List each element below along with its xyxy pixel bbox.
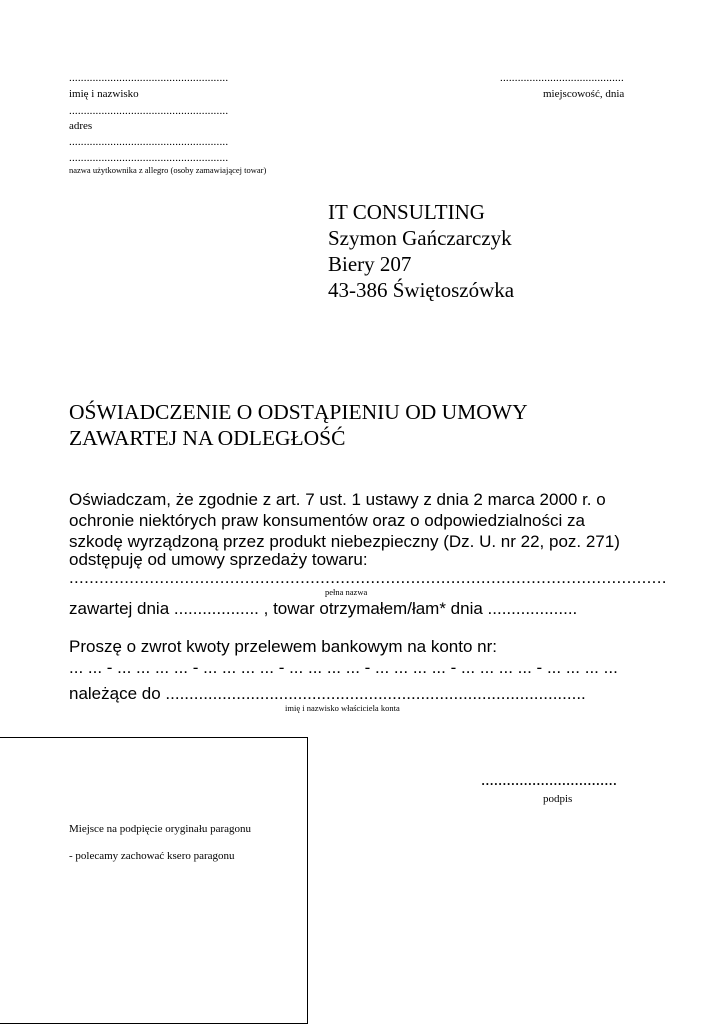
account-owner-label: imię i nazwisko właściciela konta (285, 703, 400, 713)
statement-line-2: ochronie niektórych praw konsumentów oraz o odpowiedzialności za (69, 511, 585, 530)
document-title (69, 399, 528, 451)
statement-line-3: szkodę wyrządzoną przez produkt niebezpieczny (Dz. U. nr 22, poz. 271) (69, 532, 620, 551)
recipient-address (328, 199, 514, 303)
account-owner-line: należące do ......................................................................................... (69, 684, 586, 703)
user-label: nazwa użytkownika z allegro (osoby zamawiającej towar) (69, 165, 267, 175)
statement-line-1: Oświadczam, że zgodnie z art. 7 ust. 1 ustawy z dnia 2 marca 2000 r. o (69, 490, 606, 509)
receipt-box-line-2: - polecamy zachować ksero paragonu (69, 850, 235, 862)
contract-line: zawartej dnia .................. , towar otrzymałem/łam* dnia ................... (69, 599, 578, 618)
place-label: miejscowość, dnia (543, 88, 625, 100)
receipt-box-line-1: Miejsce na podpięcie oryginału paragonu (69, 823, 252, 835)
signature-label: podpis (543, 793, 573, 805)
receipt-attachment-box (0, 737, 308, 1024)
title-line-2: ZAWARTEJ NA ODLEGŁOŚĆ (69, 426, 346, 450)
product-dots: ....................................................................................................................... (69, 568, 667, 587)
name-label: imię i nazwisko (69, 88, 139, 100)
recipient-line-3: Biery 207 (328, 252, 412, 276)
signature-dots: ................................ (481, 770, 617, 789)
account-number-dots: ... ... - ... ... ... ... - ... ... ... ... - ... ... ... ... - ... ... ... ... - ... ... ... ... - ... ... ... ... (69, 658, 618, 677)
user-dots-1: ...................................................... (69, 136, 229, 148)
recipient-line-2: Szymon Gańczarczyk (328, 226, 512, 250)
recipient-line-1: IT CONSULTING (328, 200, 485, 224)
title-line-1: OŚWIADCZENIE O ODSTĄPIENIU OD UMOWY (69, 400, 528, 424)
user-dots-2: ...................................................... (69, 152, 229, 164)
refund-line: Proszę o zwrot kwoty przelewem bankowym na konto nr: (69, 637, 498, 656)
statement-line-4: odstępuję od umowy sprzedaży towaru: (69, 550, 368, 569)
place-dots: .......................................... (500, 72, 624, 84)
name-dots: ...................................................... (69, 72, 229, 84)
address-label: adres (69, 120, 93, 132)
recipient-line-4: 43-386 Świętoszówka (328, 278, 515, 302)
product-label: pełna nazwa (325, 587, 368, 597)
address-dots: ...................................................... (69, 105, 229, 117)
